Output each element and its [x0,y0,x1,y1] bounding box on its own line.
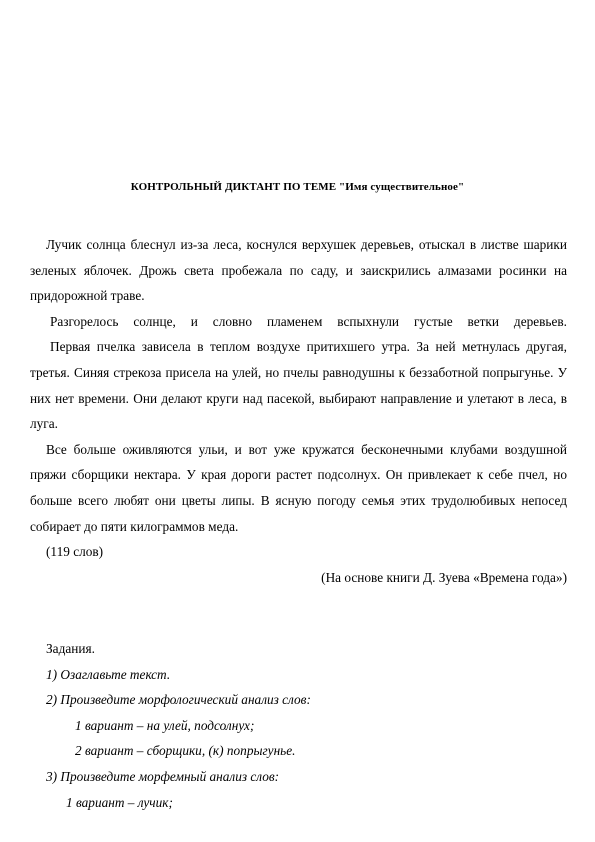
tasks-header: Задания. [46,641,95,656]
paragraph-3: Первая пчелка зависела в теплом воздухе притихшего утра. За ней метнулась другая, третья. Синяя стрекоза присела на улей, но пчелы равнодушны к беззаботной попрыгунье. У них нет времени. Они делают круги над пасекой, выбирают направление и улетают в леса, в луга. [30,339,567,432]
task-subitem: 1 вариант – лучик; [66,794,173,810]
word-count: (119 слов) [46,544,104,560]
paragraph-2: Разгорелось солнце, и словно пламенем вспыхнули густые ветки деревьев. [50,313,567,329]
paragraph-1: Лучик солнца блеснул из-за леса, коснулся верхушек деревьев, отыскал в листве шарики зеленых яблочек. Дрожь света пробежала по саду, и заискрились алмазами росинки на придорожной траве. [30,237,567,304]
tasks-section [46,636,546,815]
source-attribution: (На основе книги Д. Зуева «Времена года») [321,569,567,585]
dictation-text [30,232,567,590]
task-subitem: 2 вариант – сборщики, (к) попрыгунье. [75,743,296,759]
task-item: 1) Озаглавьте текст. [46,666,171,682]
task-item: 2) Произведите морфологический анализ слов: [46,692,311,708]
task-subitem: 1 вариант – на улей, подсолнух; [75,717,255,733]
document-title: КОНТРОЛЬНЫЙ ДИКТАНТ ПО ТЕМЕ "Имя существительное" [130,181,465,193]
task-item: 3) Произведите морфемный анализ слов: [46,768,280,784]
paragraph-4: Все больше оживляются ульи, и вот уже кружатся бесконечными клубами воздушной пряжи сборщики нектара. У края дороги растет подсолнух. Он привлекает к себе пчел, но больше всего любят они цветы липы. В ясную погоду семья этих трудолюбивых непосед собирает до пяти килограммов меда. [30,441,567,534]
